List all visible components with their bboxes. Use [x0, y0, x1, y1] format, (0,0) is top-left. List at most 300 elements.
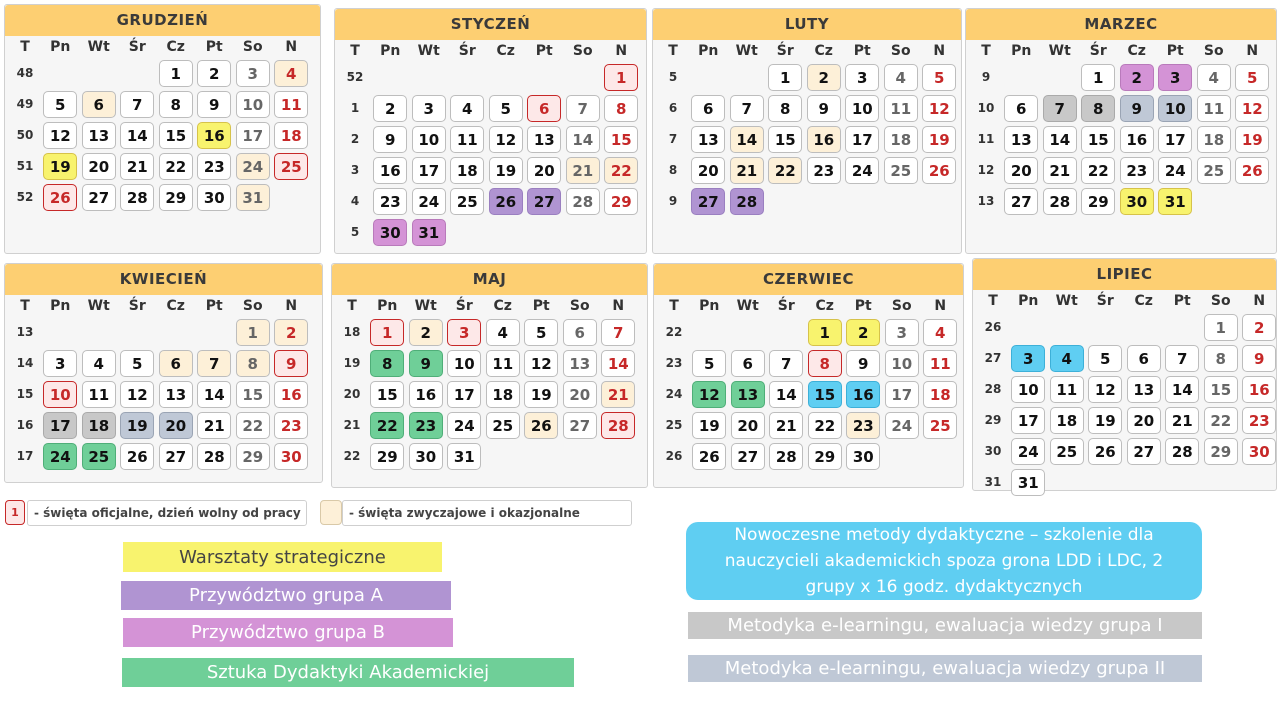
day-grudzien-1[interactable]: 1: [159, 60, 193, 87]
day-czerwiec-3[interactable]: 3: [885, 319, 919, 346]
day-kwiecien-6[interactable]: 6: [159, 350, 193, 377]
day-luty-8[interactable]: 8: [768, 95, 802, 122]
day-cell: [445, 410, 484, 441]
weekday-header: Śr: [128, 39, 146, 55]
day-grudzien-22[interactable]: 22: [159, 153, 193, 180]
day-cell: [522, 441, 561, 472]
day-czerwiec-25[interactable]: 25: [923, 412, 957, 439]
day-kwiecien-15[interactable]: 15: [236, 381, 270, 408]
day-marzec-3[interactable]: 3: [1158, 64, 1192, 91]
day-luty-20[interactable]: 20: [691, 157, 725, 184]
day-kwiecien-2[interactable]: 2: [274, 319, 308, 346]
week-number: 23: [665, 356, 683, 370]
day-kwiecien-24[interactable]: 24: [43, 443, 77, 470]
day-kwiecien-7[interactable]: 7: [197, 350, 231, 377]
day-czerwiec-6[interactable]: 6: [731, 350, 765, 377]
day-cell: [843, 155, 882, 186]
day-luty-6[interactable]: 6: [691, 95, 725, 122]
weekday-header: Cz: [166, 298, 185, 314]
day-grudzien-2[interactable]: 2: [197, 60, 231, 87]
day-czerwiec-15[interactable]: 15: [808, 381, 842, 408]
week-number: 27: [984, 351, 1002, 365]
day-cell: [1202, 467, 1241, 498]
day-lipiec-15[interactable]: 15: [1204, 376, 1238, 403]
day-maj-20[interactable]: 20: [563, 381, 597, 408]
day-lipiec-21[interactable]: 21: [1165, 407, 1199, 434]
day-lipiec-16[interactable]: 16: [1242, 376, 1276, 403]
week-number: 5: [668, 70, 678, 84]
day-grudzien-29[interactable]: 29: [159, 184, 193, 211]
day-marzec-17[interactable]: 17: [1158, 126, 1192, 153]
day-styczen-10[interactable]: 10: [412, 126, 446, 153]
week-number-header: T: [350, 43, 360, 59]
day-styczen-13[interactable]: 13: [527, 126, 561, 153]
course-leadership-group-b: Przywództwo grupa B: [123, 618, 453, 647]
day-styczen-31[interactable]: 31: [412, 219, 446, 246]
day-maj-22[interactable]: 22: [370, 412, 404, 439]
day-maj-2[interactable]: 2: [409, 319, 443, 346]
day-kwiecien-16[interactable]: 16: [274, 381, 308, 408]
day-maj-18[interactable]: 18: [486, 381, 520, 408]
day-marzec-11[interactable]: 11: [1197, 95, 1231, 122]
day-styczen-18[interactable]: 18: [450, 157, 484, 184]
day-marzec-23[interactable]: 23: [1120, 157, 1154, 184]
day-maj-10[interactable]: 10: [447, 350, 481, 377]
day-lipiec-24[interactable]: 24: [1011, 438, 1045, 465]
day-kwiecien-26[interactable]: 26: [120, 443, 154, 470]
day-styczen-14[interactable]: 14: [566, 126, 600, 153]
day-cell: [272, 441, 311, 472]
day-kwiecien-11[interactable]: 11: [82, 381, 116, 408]
day-styczen-7[interactable]: 7: [566, 95, 600, 122]
day-marzec-10[interactable]: 10: [1158, 95, 1192, 122]
day-czerwiec-23[interactable]: 23: [846, 412, 880, 439]
day-lipiec-26[interactable]: 26: [1088, 438, 1122, 465]
day-grudzien-4[interactable]: 4: [274, 60, 308, 87]
day-kwiecien-19[interactable]: 19: [120, 412, 154, 439]
day-marzec-27[interactable]: 27: [1004, 188, 1038, 215]
day-czerwiec-7[interactable]: 7: [769, 350, 803, 377]
day-cell: [1079, 93, 1118, 124]
day-kwiecien-5[interactable]: 5: [120, 350, 154, 377]
day-cell: [445, 348, 484, 379]
day-lipiec-11[interactable]: 11: [1050, 376, 1084, 403]
day-czerwiec-9[interactable]: 9: [846, 350, 880, 377]
day-maj-27[interactable]: 27: [563, 412, 597, 439]
day-grudzien-16[interactable]: 16: [197, 122, 231, 149]
day-czerwiec-24[interactable]: 24: [885, 412, 919, 439]
day-lipiec-14[interactable]: 14: [1165, 376, 1199, 403]
day-maj-29[interactable]: 29: [370, 443, 404, 470]
day-cell: [487, 93, 526, 124]
day-maj-12[interactable]: 12: [524, 350, 558, 377]
day-czerwiec-2[interactable]: 2: [846, 319, 880, 346]
day-cell: [1118, 186, 1157, 217]
day-styczen-17[interactable]: 17: [412, 157, 446, 184]
day-czerwiec-30[interactable]: 30: [846, 443, 880, 470]
day-lipiec-23[interactable]: 23: [1242, 407, 1276, 434]
weekday-header: N: [933, 43, 946, 59]
day-grudzien-6[interactable]: 6: [82, 91, 116, 118]
day-cell: [272, 151, 311, 182]
day-grudzien-3[interactable]: 3: [236, 60, 270, 87]
day-marzec-7[interactable]: 7: [1043, 95, 1077, 122]
day-styczen-11[interactable]: 11: [450, 126, 484, 153]
day-marzec-4[interactable]: 4: [1197, 64, 1231, 91]
day-lipiec-20[interactable]: 20: [1127, 407, 1161, 434]
day-marzec-6[interactable]: 6: [1004, 95, 1038, 122]
day-marzec-9[interactable]: 9: [1120, 95, 1154, 122]
weekday-header: Cz: [493, 298, 512, 314]
day-cell: [234, 348, 273, 379]
day-styczen-6[interactable]: 6: [527, 95, 561, 122]
day-maj-28[interactable]: 28: [601, 412, 635, 439]
day-luty-5[interactable]: 5: [922, 64, 956, 91]
day-grudzien-18[interactable]: 18: [274, 122, 308, 149]
day-luty-15[interactable]: 15: [768, 126, 802, 153]
weekday-header: N: [934, 298, 947, 314]
day-cell: [525, 62, 564, 93]
day-cell: [195, 120, 234, 151]
day-styczen-19[interactable]: 19: [489, 157, 523, 184]
day-maj-16[interactable]: 16: [409, 381, 443, 408]
day-czerwiec-11[interactable]: 11: [923, 350, 957, 377]
day-marzec-20[interactable]: 20: [1004, 157, 1038, 184]
day-czerwiec-8[interactable]: 8: [808, 350, 842, 377]
day-kwiecien-14[interactable]: 14: [197, 381, 231, 408]
day-marzec-5[interactable]: 5: [1235, 64, 1269, 91]
day-grudzien-9[interactable]: 9: [197, 91, 231, 118]
day-luty-13[interactable]: 13: [691, 126, 725, 153]
day-cell: [921, 441, 960, 472]
day-marzec-14[interactable]: 14: [1043, 126, 1077, 153]
day-maj-11[interactable]: 11: [486, 350, 520, 377]
day-czerwiec-29[interactable]: 29: [808, 443, 842, 470]
day-kwiecien-4[interactable]: 4: [82, 350, 116, 377]
day-luty-26[interactable]: 26: [922, 157, 956, 184]
day-czerwiec-28[interactable]: 28: [769, 443, 803, 470]
day-lipiec-1[interactable]: 1: [1204, 314, 1238, 341]
day-kwiecien-1[interactable]: 1: [236, 319, 270, 346]
day-lipiec-18[interactable]: 18: [1050, 407, 1084, 434]
day-marzec-21[interactable]: 21: [1043, 157, 1077, 184]
day-cell: [728, 155, 767, 186]
day-luty-11[interactable]: 11: [884, 95, 918, 122]
day-marzec-12[interactable]: 12: [1235, 95, 1269, 122]
day-maj-6[interactable]: 6: [563, 319, 597, 346]
day-cell: [41, 410, 80, 441]
day-czerwiec-21[interactable]: 21: [769, 412, 803, 439]
day-cell: [599, 410, 638, 441]
day-styczen-25[interactable]: 25: [450, 188, 484, 215]
day-luty-1[interactable]: 1: [768, 64, 802, 91]
day-styczen-28[interactable]: 28: [566, 188, 600, 215]
day-cell: [80, 317, 119, 348]
day-lipiec-8[interactable]: 8: [1204, 345, 1238, 372]
day-grudzien-25[interactable]: 25: [274, 153, 308, 180]
day-grudzien-13[interactable]: 13: [82, 122, 116, 149]
day-czerwiec-5[interactable]: 5: [692, 350, 726, 377]
day-grudzien-21[interactable]: 21: [120, 153, 154, 180]
day-kwiecien-29[interactable]: 29: [236, 443, 270, 470]
day-luty-19[interactable]: 19: [922, 126, 956, 153]
day-cell: [272, 317, 311, 348]
day-czerwiec-14[interactable]: 14: [769, 381, 803, 408]
weekday-header: Pt: [1173, 293, 1191, 309]
day-styczen-26[interactable]: 26: [489, 188, 523, 215]
day-czerwiec-17[interactable]: 17: [885, 381, 919, 408]
day-maj-8[interactable]: 8: [370, 350, 404, 377]
day-luty-4[interactable]: 4: [884, 64, 918, 91]
day-luty-24[interactable]: 24: [845, 157, 879, 184]
day-grudzien-15[interactable]: 15: [159, 122, 193, 149]
day-lipiec-30[interactable]: 30: [1242, 438, 1276, 465]
day-cell: [157, 410, 196, 441]
day-luty-14[interactable]: 14: [730, 126, 764, 153]
day-kwiecien-17[interactable]: 17: [43, 412, 77, 439]
day-kwiecien-20[interactable]: 20: [159, 412, 193, 439]
day-cell: [234, 120, 273, 151]
day-styczen-15[interactable]: 15: [604, 126, 638, 153]
day-maj-26[interactable]: 26: [524, 412, 558, 439]
day-cell: [448, 93, 487, 124]
day-styczen-27[interactable]: 27: [527, 188, 561, 215]
day-cell: [564, 62, 603, 93]
day-grudzien-20[interactable]: 20: [82, 153, 116, 180]
week-number: 4: [350, 194, 360, 208]
day-marzec-19[interactable]: 19: [1235, 126, 1269, 153]
day-marzec-28[interactable]: 28: [1043, 188, 1077, 215]
day-maj-15[interactable]: 15: [370, 381, 404, 408]
day-luty-27[interactable]: 27: [691, 188, 725, 215]
day-lipiec-3[interactable]: 3: [1011, 345, 1045, 372]
day-grudzien-26[interactable]: 26: [43, 184, 77, 211]
day-grudzien-12[interactable]: 12: [43, 122, 77, 149]
day-kwiecien-27[interactable]: 27: [159, 443, 193, 470]
day-lipiec-10[interactable]: 10: [1011, 376, 1045, 403]
day-kwiecien-10[interactable]: 10: [43, 381, 77, 408]
day-styczen-20[interactable]: 20: [527, 157, 561, 184]
day-styczen-12[interactable]: 12: [489, 126, 523, 153]
weekday-header: Pt: [854, 298, 872, 314]
day-czerwiec-16[interactable]: 16: [846, 381, 880, 408]
day-luty-17[interactable]: 17: [845, 126, 879, 153]
day-styczen-4[interactable]: 4: [450, 95, 484, 122]
day-marzec-25[interactable]: 25: [1197, 157, 1231, 184]
day-marzec-29[interactable]: 29: [1081, 188, 1115, 215]
day-cell: [195, 410, 234, 441]
day-lipiec-25[interactable]: 25: [1050, 438, 1084, 465]
day-luty-3[interactable]: 3: [845, 64, 879, 91]
day-cell: [1048, 467, 1087, 498]
day-czerwiec-20[interactable]: 20: [731, 412, 765, 439]
week-number: 51: [16, 159, 34, 173]
day-lipiec-6[interactable]: 6: [1127, 345, 1161, 372]
day-styczen-2[interactable]: 2: [373, 95, 407, 122]
day-styczen-5[interactable]: 5: [489, 95, 523, 122]
day-kwiecien-12[interactable]: 12: [120, 381, 154, 408]
week-number-header: T: [981, 43, 991, 59]
day-czerwiec-18[interactable]: 18: [923, 381, 957, 408]
day-cell: [1048, 312, 1087, 343]
day-czerwiec-27[interactable]: 27: [731, 443, 765, 470]
day-lipiec-12[interactable]: 12: [1088, 376, 1122, 403]
week-number: 18: [343, 325, 361, 339]
day-grudzien-7[interactable]: 7: [120, 91, 154, 118]
day-grudzien-28[interactable]: 28: [120, 184, 154, 211]
day-grudzien-23[interactable]: 23: [197, 153, 231, 180]
day-marzec-1[interactable]: 1: [1081, 64, 1115, 91]
day-lipiec-29[interactable]: 29: [1204, 438, 1238, 465]
day-luty-7[interactable]: 7: [730, 95, 764, 122]
day-styczen-22[interactable]: 22: [604, 157, 638, 184]
day-styczen-16[interactable]: 16: [373, 157, 407, 184]
day-czerwiec-13[interactable]: 13: [731, 381, 765, 408]
day-luty-18[interactable]: 18: [884, 126, 918, 153]
day-kwiecien-3[interactable]: 3: [43, 350, 77, 377]
day-grudzien-10[interactable]: 10: [236, 91, 270, 118]
week-number: 17: [16, 449, 34, 463]
day-grudzien-14[interactable]: 14: [120, 122, 154, 149]
day-maj-21[interactable]: 21: [601, 381, 635, 408]
day-marzec-26[interactable]: 26: [1235, 157, 1269, 184]
day-grudzien-17[interactable]: 17: [236, 122, 270, 149]
day-styczen-29[interactable]: 29: [604, 188, 638, 215]
day-czerwiec-12[interactable]: 12: [692, 381, 726, 408]
day-cell: [599, 441, 638, 472]
day-styczen-3[interactable]: 3: [412, 95, 446, 122]
day-maj-17[interactable]: 17: [447, 381, 481, 408]
day-maj-25[interactable]: 25: [486, 412, 520, 439]
day-lipiec-13[interactable]: 13: [1127, 376, 1161, 403]
day-lipiec-28[interactable]: 28: [1165, 438, 1199, 465]
day-grudzien-19[interactable]: 19: [43, 153, 77, 180]
day-styczen-21[interactable]: 21: [566, 157, 600, 184]
day-kwiecien-30[interactable]: 30: [274, 443, 308, 470]
day-marzec-8[interactable]: 8: [1081, 95, 1115, 122]
day-maj-14[interactable]: 14: [601, 350, 635, 377]
day-marzec-30[interactable]: 30: [1120, 188, 1154, 215]
day-lipiec-2[interactable]: 2: [1242, 314, 1276, 341]
day-czerwiec-10[interactable]: 10: [885, 350, 919, 377]
day-marzec-2[interactable]: 2: [1120, 64, 1154, 91]
day-grudzien-30[interactable]: 30: [197, 184, 231, 211]
day-lipiec-31[interactable]: 31: [1011, 469, 1045, 496]
day-maj-23[interactable]: 23: [409, 412, 443, 439]
day-styczen-1[interactable]: 1: [604, 64, 638, 91]
day-grudzien-8[interactable]: 8: [159, 91, 193, 118]
day-styczen-30[interactable]: 30: [373, 219, 407, 246]
day-cell: [920, 186, 959, 217]
day-maj-31[interactable]: 31: [447, 443, 481, 470]
day-maj-19[interactable]: 19: [524, 381, 558, 408]
day-kwiecien-13[interactable]: 13: [159, 381, 193, 408]
course-academic-didactics: Sztuka Dydaktyki Akademickiej: [122, 658, 574, 687]
day-marzec-15[interactable]: 15: [1081, 126, 1115, 153]
day-kwiecien-21[interactable]: 21: [197, 412, 231, 439]
day-luty-2[interactable]: 2: [807, 64, 841, 91]
day-cell: [407, 441, 446, 472]
day-maj-30[interactable]: 30: [409, 443, 443, 470]
day-luty-28[interactable]: 28: [730, 188, 764, 215]
day-luty-16[interactable]: 16: [807, 126, 841, 153]
day-luty-12[interactable]: 12: [922, 95, 956, 122]
day-cell: [690, 410, 729, 441]
day-kwiecien-28[interactable]: 28: [197, 443, 231, 470]
day-styczen-24[interactable]: 24: [412, 188, 446, 215]
day-grudzien-24[interactable]: 24: [236, 153, 270, 180]
day-kwiecien-8[interactable]: 8: [236, 350, 270, 377]
day-marzec-31[interactable]: 31: [1158, 188, 1192, 215]
day-grudzien-27[interactable]: 27: [82, 184, 116, 211]
day-marzec-13[interactable]: 13: [1004, 126, 1038, 153]
day-grudzien-5[interactable]: 5: [43, 91, 77, 118]
day-luty-21[interactable]: 21: [730, 157, 764, 184]
day-luty-9[interactable]: 9: [807, 95, 841, 122]
day-luty-10[interactable]: 10: [845, 95, 879, 122]
day-czerwiec-26[interactable]: 26: [692, 443, 726, 470]
week-number: 24: [665, 387, 683, 401]
day-styczen-9[interactable]: 9: [373, 126, 407, 153]
day-kwiecien-22[interactable]: 22: [236, 412, 270, 439]
day-cell: [1041, 93, 1080, 124]
day-marzec-24[interactable]: 24: [1158, 157, 1192, 184]
day-czerwiec-19[interactable]: 19: [692, 412, 726, 439]
day-maj-13[interactable]: 13: [563, 350, 597, 377]
day-maj-24[interactable]: 24: [447, 412, 481, 439]
day-lipiec-22[interactable]: 22: [1204, 407, 1238, 434]
day-maj-5[interactable]: 5: [524, 319, 558, 346]
day-grudzien-31[interactable]: 31: [236, 184, 270, 211]
day-lipiec-4[interactable]: 4: [1050, 345, 1084, 372]
day-luty-25[interactable]: 25: [884, 157, 918, 184]
day-lipiec-5[interactable]: 5: [1088, 345, 1122, 372]
day-lipiec-17[interactable]: 17: [1011, 407, 1045, 434]
day-czerwiec-22[interactable]: 22: [808, 412, 842, 439]
day-cell: [767, 317, 806, 348]
day-czerwiec-1[interactable]: 1: [808, 319, 842, 346]
day-marzec-16[interactable]: 16: [1120, 126, 1154, 153]
day-lipiec-27[interactable]: 27: [1127, 438, 1161, 465]
day-kwiecien-25[interactable]: 25: [82, 443, 116, 470]
day-lipiec-19[interactable]: 19: [1088, 407, 1122, 434]
day-styczen-23[interactable]: 23: [373, 188, 407, 215]
day-cell: [921, 410, 960, 441]
weekday-header: Cz: [166, 39, 185, 55]
day-maj-9[interactable]: 9: [409, 350, 443, 377]
day-maj-4[interactable]: 4: [486, 319, 520, 346]
day-maj-3[interactable]: 3: [447, 319, 481, 346]
day-czerwiec-4[interactable]: 4: [923, 319, 957, 346]
day-maj-7[interactable]: 7: [601, 319, 635, 346]
day-cell: [1118, 124, 1157, 155]
day-luty-22[interactable]: 22: [768, 157, 802, 184]
day-lipiec-7[interactable]: 7: [1165, 345, 1199, 372]
day-styczen-8[interactable]: 8: [604, 95, 638, 122]
weekday-header: N: [615, 43, 628, 59]
day-kwiecien-23[interactable]: 23: [274, 412, 308, 439]
day-lipiec-9[interactable]: 9: [1242, 345, 1276, 372]
day-marzec-18[interactable]: 18: [1197, 126, 1231, 153]
week-number: 6: [668, 101, 678, 115]
day-kwiecien-9[interactable]: 9: [274, 350, 308, 377]
day-maj-1[interactable]: 1: [370, 319, 404, 346]
day-luty-23[interactable]: 23: [807, 157, 841, 184]
day-kwiecien-18[interactable]: 18: [82, 412, 116, 439]
day-grudzien-11[interactable]: 11: [274, 91, 308, 118]
day-cell: [522, 348, 561, 379]
day-marzec-22[interactable]: 22: [1081, 157, 1115, 184]
